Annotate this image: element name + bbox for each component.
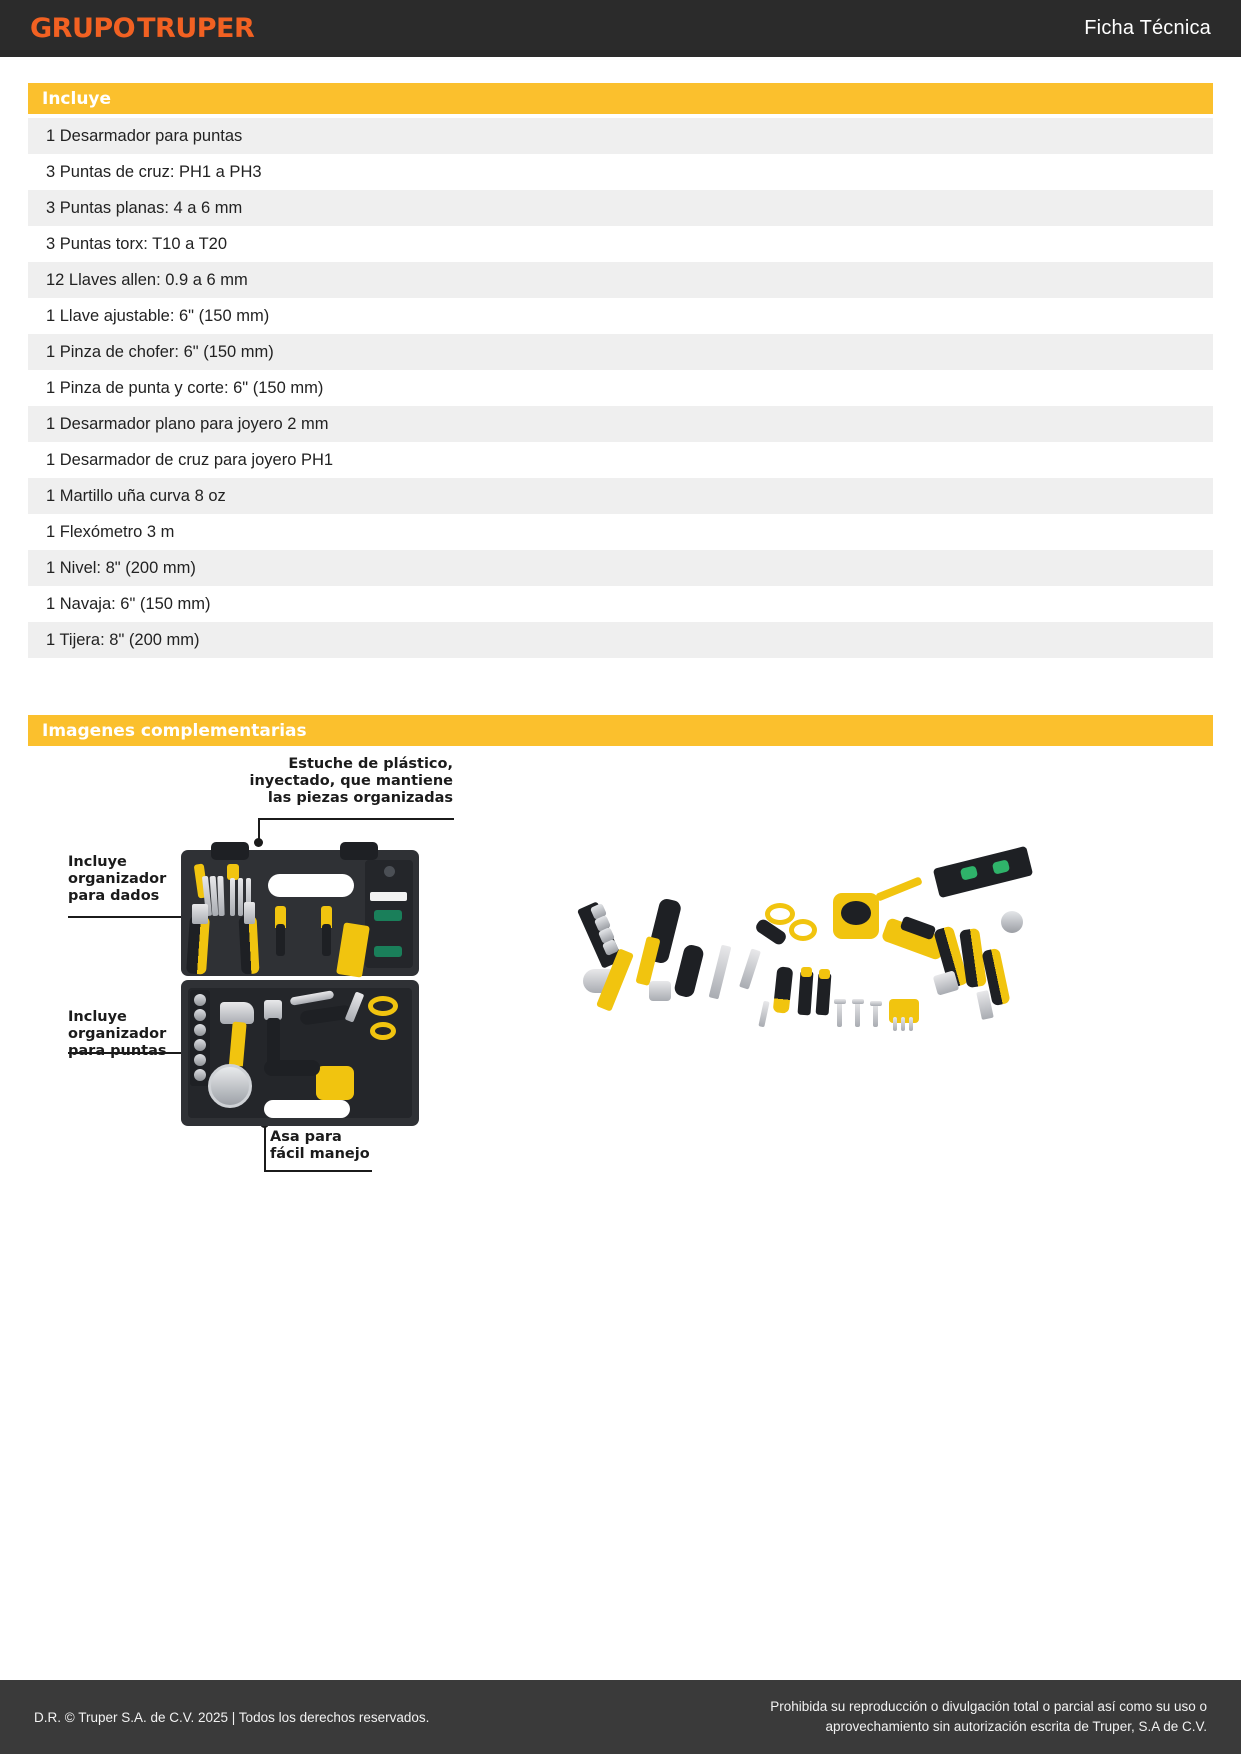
callout-carry-handle: [270, 1129, 410, 1163]
list-item: 1 Desarmador de cruz para joyero PH1: [28, 442, 1213, 478]
lid-slot: [268, 874, 354, 897]
scissors-loop-icon: [789, 919, 817, 941]
callout-line: Incluye: [68, 854, 127, 870]
pliers-jaw-icon: [192, 904, 208, 924]
wrench-body-icon: [673, 943, 705, 998]
socket-icon: [194, 1009, 206, 1021]
section-band-includes: [28, 83, 1213, 114]
list-item: 1 Desarmador plano para joyero 2 mm: [28, 406, 1213, 442]
page-footer: [0, 1680, 1241, 1754]
pliers-handle-icon: [186, 915, 210, 974]
list-item: 1 Llave ajustable: 6" (150 mm): [28, 298, 1213, 334]
socket-icon: [194, 994, 206, 1006]
tool-set-flat-lay-figure: [583, 841, 1023, 1021]
callout-line: Asa para: [270, 1129, 342, 1145]
copyright-text: D.R. © Truper S.A. de C.V. 2025 | Todos los derechos reservados.: [34, 1709, 430, 1725]
screwdriver-handle-icon: [264, 1060, 320, 1076]
spirit-level-icon: [933, 846, 1033, 898]
callout-line: organizador: [68, 871, 167, 888]
list-item: 1 Navaja: 6" (150 mm): [28, 586, 1213, 622]
brand-logo-word-2: TRUPER: [137, 13, 255, 44]
socket-icon: [194, 1054, 206, 1066]
includes-list: [28, 114, 1213, 658]
callout-line: organizador: [68, 1026, 167, 1043]
list-item: 1 Flexómetro 3 m: [28, 514, 1213, 550]
screwdriver-shaft-icon: [758, 1001, 769, 1028]
list-item: 1 Pinza de punta y corte: 6" (150 mm): [28, 370, 1213, 406]
page-header: [0, 0, 1241, 57]
callout-line: Incluye: [68, 1009, 127, 1025]
socket-icon: [194, 1069, 206, 1081]
tape-blade-icon: [875, 876, 923, 901]
callout-socket-organizer: [68, 854, 188, 905]
leader-line: [68, 916, 186, 918]
scissors-blade-icon: [739, 948, 761, 989]
label-strip: [370, 892, 407, 901]
list-item: 1 Pinza de chofer: 6" (150 mm): [28, 334, 1213, 370]
needle-pliers-jaw-icon: [244, 902, 255, 924]
bit-icon: [901, 1017, 905, 1031]
leader-line: [68, 1052, 186, 1054]
bit-icon: [893, 1017, 897, 1031]
level-vial-icon: [374, 910, 402, 921]
callout-line: Estuche de plástico,: [288, 756, 453, 772]
needle-pliers-handle-icon: [238, 916, 259, 975]
leader-line: [258, 818, 454, 820]
measuring-disc-icon: [1001, 911, 1023, 933]
latch-icon: [211, 842, 249, 860]
complementary-images-area: [28, 746, 1213, 1286]
list-item: 3 Puntas torx: T10 a T20: [28, 226, 1213, 262]
list-item: 1 Nivel: 8" (200 mm): [28, 550, 1213, 586]
tape-measure-window-icon: [841, 901, 871, 925]
list-item: 12 Llaves allen: 0.9 a 6 mm: [28, 262, 1213, 298]
scissors-loop-icon: [368, 996, 398, 1016]
screwdriver-handle-icon: [773, 966, 794, 1013]
socket-icon: [194, 1039, 206, 1051]
section-band-complementary-images: [28, 715, 1213, 746]
allen-key-icon: [852, 999, 864, 1004]
pocket-knife-blade-icon: [709, 945, 732, 1000]
callout-line: para dados: [68, 888, 160, 905]
legal-notice-line: aprovechamiento sin autorización escrita de Truper, S.A de C.V.: [825, 1719, 1207, 1734]
leader-line: [264, 1170, 372, 1172]
leader-dot: [254, 838, 263, 847]
torx-bit-icon: [238, 878, 243, 916]
allen-key-icon: [873, 1003, 878, 1027]
list-item: 3 Puntas planas: 4 a 6 mm: [28, 190, 1213, 226]
adjustable-wrench-jaw-icon: [649, 981, 671, 1001]
screwdriver-shaft-icon: [276, 924, 285, 956]
legal-notice-line: Prohibida su reproducción o divulgación total o parcial así como su uso o: [770, 1698, 1207, 1714]
knob-icon: [384, 866, 395, 877]
screwdriver-shaft-icon: [322, 924, 331, 956]
brand-logo-word-1: GRUPO: [30, 13, 136, 44]
allen-key-icon: [870, 1001, 882, 1006]
callout-line: las piezas organizadas: [267, 790, 453, 807]
legal-notice-text: [770, 1697, 1207, 1738]
socket-icon: [194, 1024, 206, 1036]
allen-key-icon: [855, 1001, 860, 1027]
jeweler-screwdriver-icon: [797, 971, 813, 1016]
callout-line: inyectado, que mantiene: [249, 773, 453, 790]
bit-icon: [909, 1017, 913, 1031]
hammer-head-icon: [220, 1002, 254, 1024]
torx-bit-icon: [230, 878, 235, 916]
tape-measure-body-icon: [316, 1066, 354, 1100]
document-kind-label: Ficha Técnica: [1084, 17, 1211, 39]
list-item: 3 Puntas de cruz: PH1 a PH3: [28, 154, 1213, 190]
section-title-complementary-images: Imagenes complementarias: [42, 720, 307, 741]
section-spacer: [0, 658, 1241, 715]
brand-logo: [30, 13, 254, 44]
latch-icon: [340, 842, 378, 860]
allen-key-icon: [834, 999, 846, 1004]
callout-line: fácil manejo: [270, 1146, 370, 1163]
list-item: 1 Desarmador para puntas: [28, 118, 1213, 154]
tape-measure-icon: [208, 1064, 252, 1108]
list-item: 1 Martillo uña curva 8 oz: [28, 478, 1213, 514]
allen-key-icon: [837, 1001, 842, 1027]
tray-handle-slot: [264, 1100, 350, 1118]
scissors-loop-icon: [370, 1022, 396, 1040]
adjustable-wrench-jaw-icon: [264, 1000, 282, 1020]
level-vial-icon: [374, 946, 402, 957]
driver-cap-icon: [819, 969, 830, 979]
leader-line: [264, 1124, 266, 1172]
list-item: 1 Tijera: 8" (200 mm): [28, 622, 1213, 658]
adjustable-wrench-handle-icon: [267, 1018, 280, 1064]
jeweler-screwdriver-icon: [816, 973, 832, 1016]
driver-cap-icon: [801, 967, 812, 977]
callout-case-material: [248, 756, 453, 807]
section-title-includes: Incluye: [42, 88, 112, 109]
tool-case-open-figure: [68, 756, 518, 1184]
